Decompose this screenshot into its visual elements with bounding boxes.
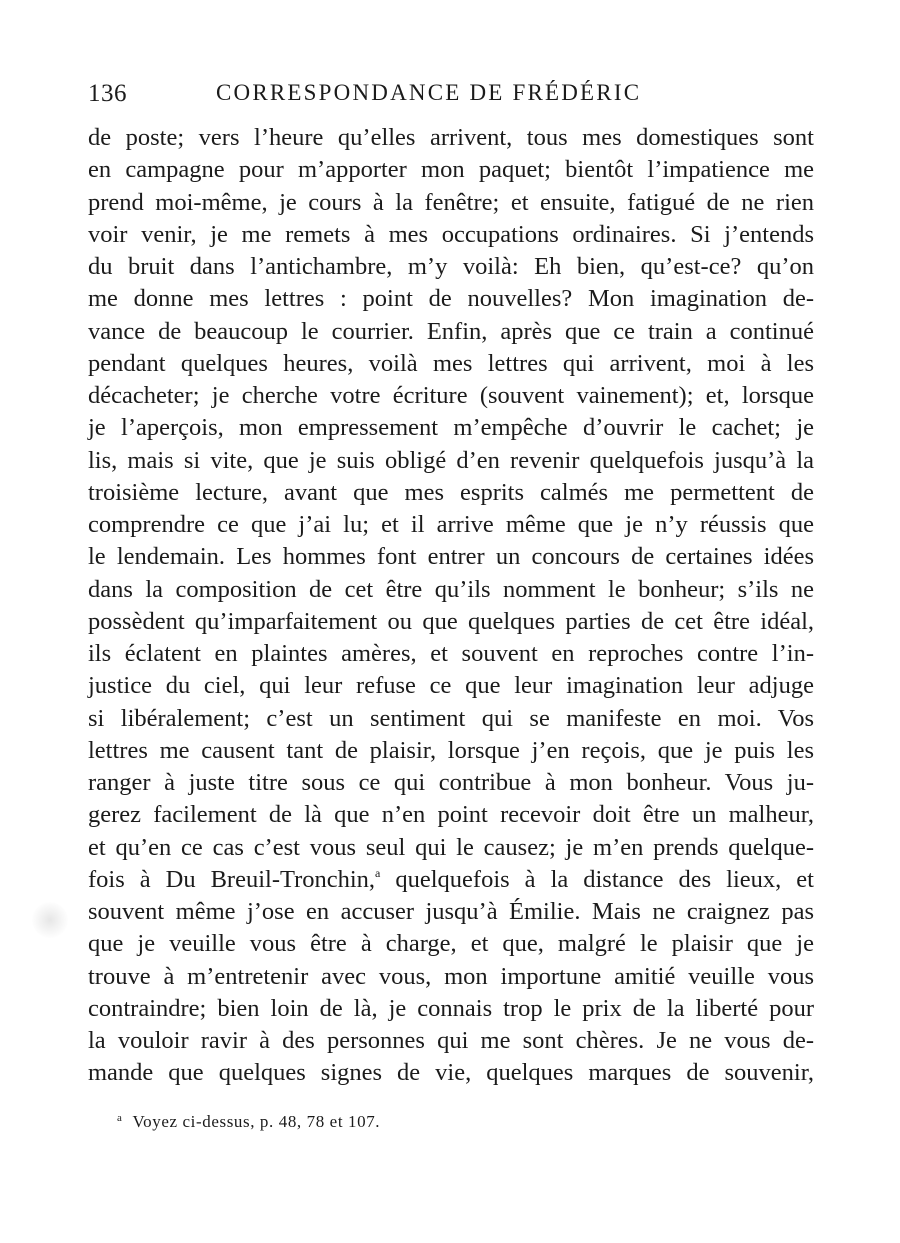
footnote-reference: a [375, 865, 381, 880]
line-segment: quelquefois à la distance des lieux, et [380, 865, 814, 893]
text-line: décacheter; je cherche votre écriture (souvent vainement); et, lorsque [88, 382, 814, 409]
text-line: et qu’en ce cas c’est vous seul qui le causez; je m’en prends quelque- [88, 833, 814, 861]
text-line: me donne mes lettres : point de nouvelles? Mon imagination de- [88, 285, 814, 313]
text-line: lis, mais si vite, que je suis obligé d’en revenir quelquefois jusqu’à la [88, 446, 814, 474]
text-line: dans la composition de cet être qu’ils nomment le bonheur; s’ils ne [88, 575, 814, 603]
text-line: justice du ciel, qui leur refuse ce que leur imagination leur adjuge [88, 672, 814, 700]
text-line: je l’aperçois, mon empressement m’empêche d’ouvrir le cachet; je [88, 414, 814, 442]
text-line-with-footnote-ref [88, 864, 814, 896]
text-line: souvent même j’ose en accuser jusqu’à Émilie. Mais ne craignez pas [88, 898, 814, 925]
footnote-text: Voyez ci-dessus, p. 48, 78 et 107. [132, 1112, 381, 1131]
running-head [88, 80, 808, 112]
text-line: possèdent qu’imparfaitement ou que quelques parties de cet être idéal, [88, 607, 814, 635]
text-line: ils éclatent en plaintes amères, et souvent en reproches contre l’in- [88, 640, 814, 667]
text-line: pendant quelques heures, voilà mes lettres qui arrivent, moi à les [88, 349, 814, 377]
text-line: contraindre; bien loin de là, je connais trop le prix de la liberté pour [88, 994, 814, 1022]
line-segment: fois à Du Breuil-Tronchin, [88, 865, 376, 893]
text-line: comprendre ce que j’ai lu; et il arrive même que je n’y réussis que [88, 511, 814, 538]
page-number: 136 [88, 80, 127, 107]
text-line: troisième lecture, avant que mes esprits calmés me permettent de [88, 478, 814, 506]
text-line: gerez facilement de là que n’en point recevoir doit être un malheur, [88, 801, 814, 829]
text-line: de poste; vers l’heure qu’elles arrivent, tous mes domestiques sont [88, 124, 814, 151]
text-line: le lendemain. Les hommes font entrer un concours de certaines idées [88, 543, 814, 571]
text-line: que je veuille vous être à charge, et que, malgré le plaisir que je [88, 930, 814, 958]
footnote-marker: a [117, 1112, 123, 1124]
running-title: CORRESPONDANCE DE FRÉDÉRIC [216, 80, 642, 105]
text-line: voir venir, je me remets à mes occupations ordinaires. Si j’entends [88, 220, 814, 248]
text-line: ranger à juste titre sous ce qui contribue à mon bonheur. Vous ju- [88, 769, 814, 796]
text-line: du bruit dans l’antichambre, m’y voilà: Eh bien, qu’est-ce? qu’on [88, 253, 814, 280]
text-line: trouve à m’entretenir avec vous, mon importune amitié veuille vous [88, 962, 814, 990]
text-line: en campagne pour m’apporter mon paquet; bientôt l’impatience me [88, 156, 814, 184]
text-line: si libéralement; c’est un sentiment qui se manifeste en moi. Vos [88, 704, 814, 732]
text-line: vance de beaucoup le courrier. Enfin, après que ce train a continué [88, 317, 814, 345]
text-line: mande que quelques signes de vie, quelques marques de souvenir, [88, 1059, 814, 1087]
text-line: prend moi-même, je cours à la fenêtre; et ensuite, fatigué de ne rien [88, 188, 814, 216]
text-line: lettres me causent tant de plaisir, lorsque j’en reçois, que je puis les [88, 736, 814, 764]
body-text [88, 122, 814, 1090]
text-line: la vouloir ravir à des personnes qui me sont chères. Je ne vous de- [88, 1027, 814, 1054]
paper-speck [32, 902, 68, 938]
footnote [117, 1112, 380, 1132]
